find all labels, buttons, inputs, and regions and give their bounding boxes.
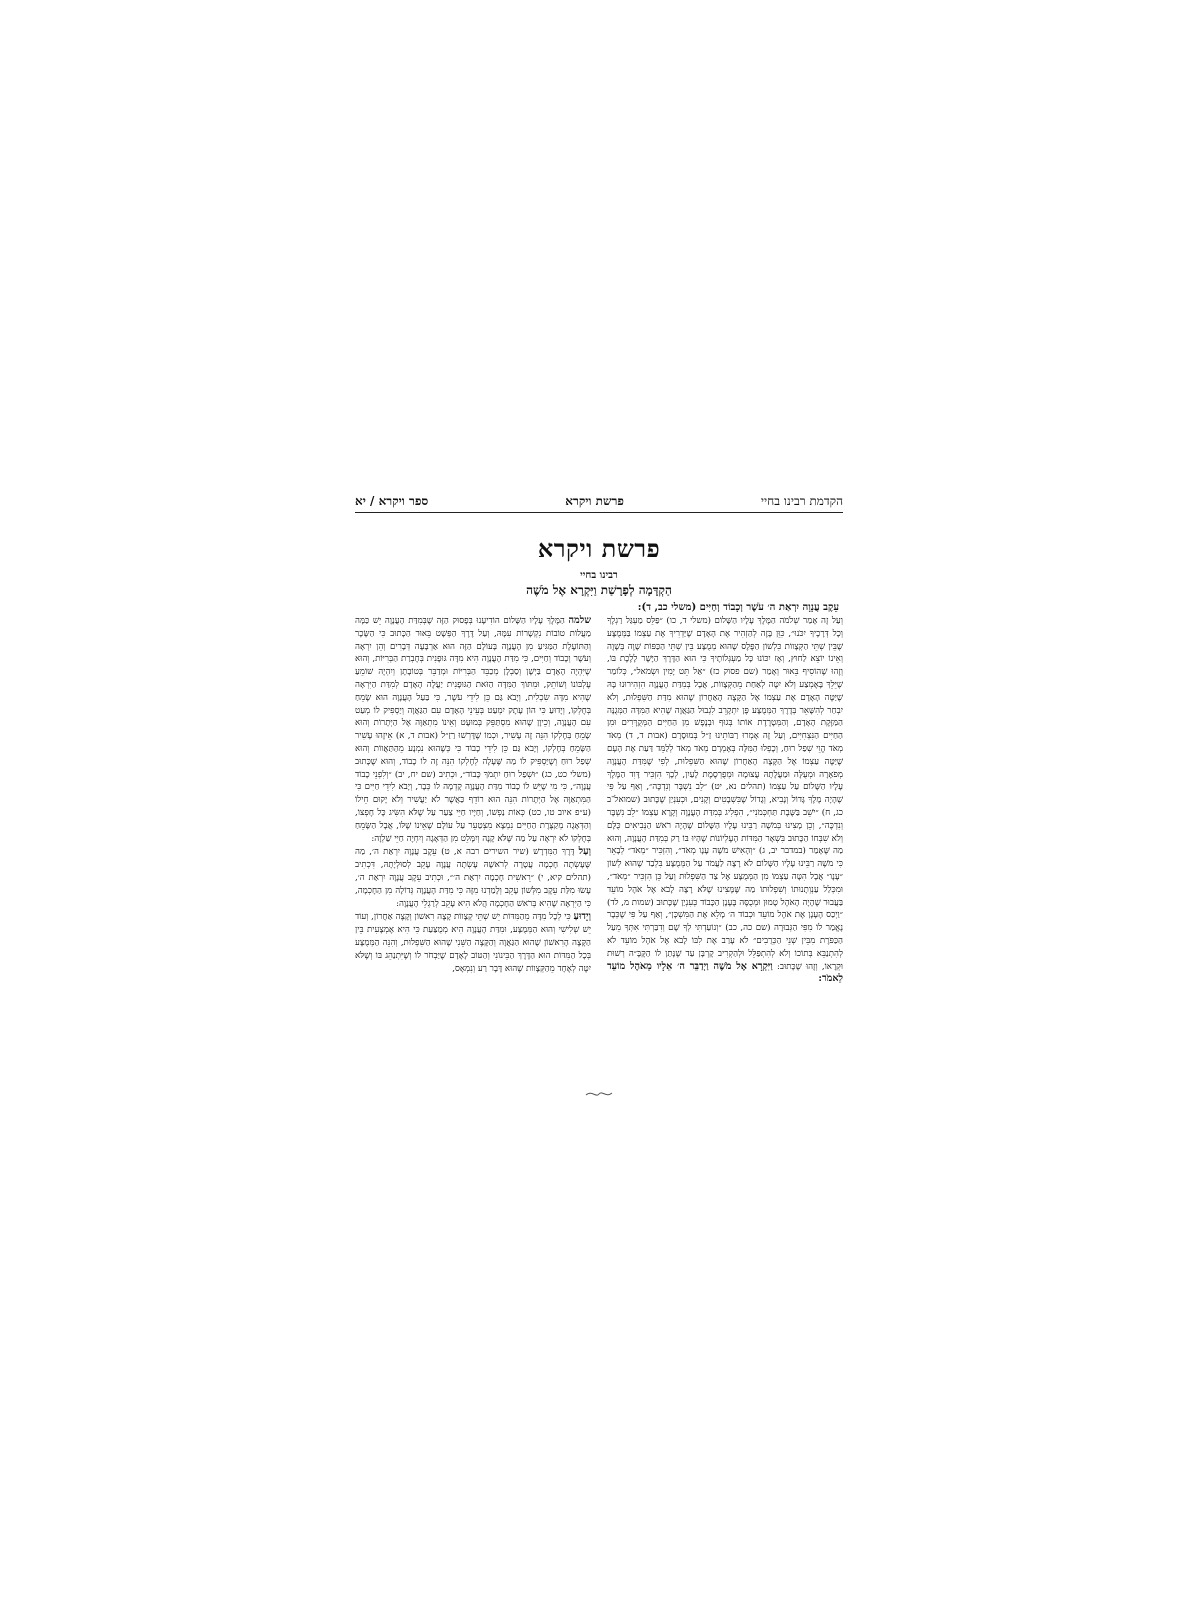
running-head-section: הקדמת רבינו בחיי — [760, 493, 843, 508]
right-paragraph-2 — [355, 846, 591, 910]
left-column — [607, 615, 843, 1079]
right-column — [355, 615, 591, 1079]
running-head-book-page: ספר ויקרא / יא — [355, 493, 429, 508]
paragraph-text: הַמֶּלֶךְ עָלָיו הַשָּׁלוֹם הוֹדִיעָנוּ בְּפָסוּק הַזֶּה שֶׁבְּמִדַּת הָעֲנָוָה יֵשׁ כַּמָּה מַעֲלוֹת טוֹבוֹת נִקְשָׁרוֹת עִמָּהּ, וְעַל דֶּרֶךְ הַפְּשָׁט בֵּאוּר הַכָּתוּב כִּי הַשָּׂכָר וְהַתּוֹעֶלֶת הַמַּגִּיעַ מִן הָעֲנָוָה בָּעוֹלָם הַזֶּה הוּא אַרְבָּעָה דְּבָרִים וְהֵן יִרְאָה וְעֹשֶׁר וְכָבוֹד וְחַיִּים, כִּי מִדַּת הָעֲנָוָה הִיא מִדָּה גּוּפָנִית בְּחֶבְרַת הַבְּרִיּוֹת, וְהוּא שֶׁיִּהְיֶה הָאָדָם בַּיְשָׁן וְסַבְלָן מְכַבֵּד הַבְּרִיּוֹת וּמְדַבֵּר בְּטוֹבָתָן וְיִהְיֶה שׁוֹמֵעַ עֶלְבּוֹנוֹ וְשׁוֹתֵק, וּמִתּוֹךְ הַמִּדָּה הַזֹּאת הַגּוּפָנִית יַעֲלֶה הָאָדָם לְמִדַּת הַיִּרְאָה שֶׁהִיא מִדָּה שִׂכְלִית, וְיָבֹא גַּם כֵּן לִידֵי עֹשֶׁר, כִּי בַּעַל הָעֲנָוָה הוּא שָׂמֵחַ בְּחֶלְקוֹ, וְיָדוּעַ כִּי הוֹן עָתָק יִמְעַט בְּעֵינֵי הָאָדָם עִם הַגַּאֲוָה וְיַסְפִּיק לוֹ מְעַט עִם הָעֲנָוָה, וְכֵיוָן שֶׁהוּא מִסְתַּפֵּק בְּמוּעָט וְאֵינוֹ מִתְאַוֶּה אֶל הַיְּתָרוֹת וְהוּא שָׂמֵחַ בְּחֶלְקוֹ הִנֵּה זֶה עָשִׁיר, וּכְמוֹ שֶׁדָּרְשׁוּ רַזַ״ל (אבות ד, א) אֵיזֶהוּ עָשִׁיר הַשָּׂמֵחַ בְּחֶלְקוֹ, וְיָבֹא גַּם כֵּן לִידֵי כָבוֹד כִּי כְּשֶׁהוּא נִמְנָע מֵהַתַּאֲווֹת וְהוּא שְׁפַל רוּחַ וְשֶׁיַּסְפִּיק לוֹ מַה שֶּׁעָלָה לְחֶלְקוֹ הִנֵּה זֶה לוֹ כָבוֹד, וְהוּא שֶׁכָּתוּב (משלי כט, כג) ״וּשְׁפַל רוּחַ יִתְמֹךְ כָּבוֹד״, וּכְתִיב (שם יח, יב) ״וְלִפְנֵי כָבוֹד עֲנָוָה״, כִּי מִי שֶׁיֵּשׁ לוֹ כָבוֹד מִדַּת הָעֲנָוָה קָדְמָה לוֹ כְּבָר, וְיָבֹא לִידֵי חַיִּים כִּי הַמִּתְאַוֶּה אֶל הַיְּתָרוֹת הִנֵּה הוּא רוֹדֵף כַּאֲשֶׁר לֹא יַעֲשִׁיר וְלֹא יָקוּם חֵילוֹ (ע״פ איוב טו, כט) כְּאוֹת נַפְשׁוֹ, וְחַיָּיו חַיֵּי צַעַר עַל שֶׁלֹּא הִשִּׂיג כָּל חֶפְצוֹ, וְהַדְּאָגָה מְקַצֶּרֶת הַחַיִּים נִמְצָא מִצְטַעֵר עַל עוֹלָם שֶׁאֵינוֹ שֶׁלּוֹ, אֲבָל הַשָּׂמֵחַ בְּחֶלְקוֹ לֹא יִרְאֶה עַל מַה שֶּׁלֹּא קָנָה וְיִמָּלֵט מִן הַדְּאָגָה וְיִחְיֶה חַיֵּי שַׁלְוָה: — [355, 616, 591, 844]
opening-verse: עֵקֶב עֲנָוָה יִרְאַת ה׳ עֹשֶׁר וְכָבוֹד וְחַיִּים (משלי כב, ד): — [637, 602, 839, 613]
author-name: רבינו בחיי — [580, 570, 618, 581]
paragraph-text: כִּי לְכָל מִדָּה מֵהַמִּדּוֹת יֵשׁ שְׁתֵּי קְצָווֹת קָצֶה רִאשׁוֹן וְקָצֶה אַחֲרוֹן, וְעוֹד יֵשׁ שְׁלִישִׁי וְהוּא הַמְּמֻצָּע, וּמִדַּת הָעֲנָוָה הִיא מְמֻצַּעַת כִּי הִיא אֶמְצָעִית בֵּין הַקָּצֶה הָרִאשׁוֹן שֶׁהוּא הַגַּאֲוָה וְהַקָּצֶה הַשֵּׁנִי שֶׁהוּא הַשִּׁפְלוּת, וְהִנֵּה הַמְּמֻצָּע בְּכָל הַמִּדּוֹת הוּא הַדֶּרֶךְ הַבֵּינוֹנִי וְהַטּוֹב לָאָדָם שֶׁיַּבְחֹר לוֹ וְשֶׁיִּתְנַהֵג בּוֹ וְשֶׁלֹּא יִטֶּה לְאֶחָד מֵהַקְּצָווֹת שֶׁהוּא דָּבָר רַע וְנִמְאָס, — [355, 912, 591, 974]
paragraph-lead-word: וְיָדוּעַ — [573, 911, 591, 923]
closing-verse: וַיִּקְרָא אֶל מֹשֶׁה וַיְדַבֵּר ה׳ אֵלָיו מֵאֹהֶל מוֹעֵד לֵאמֹר: — [607, 960, 843, 985]
left-paragraph-1 — [607, 615, 843, 986]
paragraph-text: וְעַל זֶה אָמַר שְׁלֹמֹה הַמֶּלֶךְ עָלָיו הַשָּׁלוֹם (משלי ד, כו) ״פַּלֵּס מַעְגַּל רַגְלֶךָ וְכָל דְּרָכֶיךָ יִכֹּנוּ״, כִּוֵּן בָּזֶה לְהַזְהִיר אֶת הָאָדָם שֶׁיַּדְרִיךְ אֶת עַצְמוֹ בַּמְּמֻצָּע שֶׁבֵּין שְׁתֵּי הַקְּצָווֹת כִּלְשׁוֹן הַפֶּלֶס שֶׁהוּא מְמֻצָּע בֵּין שְׁתֵּי הַכַּפּוֹת שָׁוֶה בְּשָׁוֶה וְאֵינוֹ יוֹצֵא לַחוּץ, וְאָז יִכּוֹנוּ כָּל מַעְגְּלוֹתֶיךָ כִּי הוּא הַדֶּרֶךְ הַיָּשָׁר לָלֶכֶת בּוֹ, וְזֶהוּ שֶׁהוֹסִיף בֵּאוּר וְאָמַר (שם פסוק כז) ״אַל תֵּט יָמִין וּשְׂמֹאל״, כְּלוֹמַר שֶׁיֵּלֵךְ בָּאֶמְצַע וְלֹא יִטֶּה לְאַחַת מֵהַקְּצָווֹת, אֲבָל בְּמִדַּת הָעֲנָוָה הִזְהִירוּנוּ בָּהּ שֶׁיַּטֶּה הָאָדָם אֶת עַצְמוֹ אֶל הַקָּצֶה הָאַחֲרוֹן שֶׁהוּא מִדַּת הַשִּׁפְלוּת, וְלֹא יִבְחַר לְהִשָּׁאֵר בְּדֶרֶךְ הַמְּמֻצָּע פֶּן יִתְקָרֵב לִגְבוּל הַגַּאֲוָה שֶׁהִיא הַמִּדָּה הַמְּגֻנָּה הַמַּזֶּקֶת הָאָדָם, וְהַמְּטָרֶדֶת אוֹתוֹ בְּגוּף וּבְנֶפֶשׁ מִן הַחַיִּים הַמְּקֻרָּרִים וּמִן הַחַיִּים הַנִּצְחִיִּים, וְעַל זֶה אָמְרוּ רַבּוֹתֵינוּ זַ״ל בְּמוּסָרָם (אבות ד, ד) מְאֹד מְאֹד הֱוֵי שְׁפַל רוּחַ, וְכָפְלוּ הַמִּלָּה בְּאָמְרָם מְאֹד מְאֹד לְלַמֵּד דַּעַת אֶת הָעָם שֶׁיַּטֶּה עַצְמוֹ אֶל הַקָּצֶה הָאַחֲרוֹן שֶׁהוּא הַשִּׁפְלוּת, לְפִי שֶׁמִּדַּת הָעֲנָוָה מְפֹאָרָה וּמְעֻלָּה וּמַעֲלָתָהּ עֲצוּמָה וּמְפֻרְסֶמֶת לָעַיִן, לְכָךְ הִזְכִּיר דָּוִד הַמֶּלֶךְ עָלָיו הַשָּׁלוֹם עַל עַצְמוֹ (תהלים נא, יט) ״לֵב נִשְׁבָּר וְנִדְכֶּה״, וְאַף עַל פִּי שֶׁהָיָה מֶלֶךְ גָּדוֹל וְנָבִיא, וְגָדוֹל שֶׁבִּשְׁבָטִים וְקָנִים, וּכְעִנְיַן שֶׁכָּתוּב (שמואל־ב כג, ח) ״יֹשֵׁב בַּשֶּׁבֶת תַּחְכְּמֹנִי״, הִפְלִיג בְּמִדַּת הָעֲנָוָה וְקָרָא עַצְמוֹ ״לֵב נִשְׁבָּר וְנִדְכֶּה״, וְכֵן מָצִינוּ בְּמֹשֶׁה רַבֵּינוּ עָלָיו הַשָּׁלוֹם שֶׁהָיָה רֹאשׁ הַנְּבִיאִים כֻּלָּם וְלֹא שִׁבְּחוֹ הַכָּתוּב בִּשְׁאָר הַמִּדּוֹת הָעֶלְיוֹנוֹת שֶׁהָיוּ בּוֹ רַק בְּמִדַּת הָעֲנָוָה, וְהוּא מַה שֶּׁאָמַר (במדבר יב, ג) ״וְהָאִישׁ מֹשֶׁה עָנָו מְאֹד״, וְהִזְכִּיר ״מְאֹד״ לְבָאֵר כִּי מֹשֶׁה רַבֵּינוּ עָלָיו הַשָּׁלוֹם לֹא רָצָה לַעֲמֹד עַל הַמְּמֻצָּע בִּלְבַד שֶׁהוּא לְשׁוֹן ״עָנָו״ אֲבָל הִטָּה עַצְמוֹ מִן הַמְּמֻצָּע אֶל צַד הַשִּׁפְלוּת וְעַל כֵּן הִזְכִּיר ״מְאֹד״, וּמִכְּלַל עַנְוְתָנוּתוֹ וְשִׁפְלוּתוֹ מַה שֶּׁמָּצִינוּ שֶׁלֹּא רָצָה לָבֹא אֶל אֹהֶל מוֹעֵד בַּעֲבוּר שֶׁהָיָה הָאֹהֶל טָמוּן וּמְכֻסֶּה בֶּעָנָן הַכָּבוֹד כְּעִנְיַן שֶׁכָּתוּב (שמות מ, לד) ״וַיְכַס הֶעָנָן אֶת אֹהֶל מוֹעֵד וּכְבוֹד ה׳ מָלֵא אֶת הַמִּשְׁכָּן״, וְאַף עַל פִּי שֶׁכְּבָר נֶאֱמַר לוֹ מִפִּי הַגְּבוּרָה (שם כה, כב) ״וְנוֹעַדְתִּי לְךָ שָׁם וְדִבַּרְתִּי אִתְּךָ מֵעַל הַכַּפֹּרֶת מִבֵּין שְׁנֵי הַכְּרֻבִים״ לֹא עָרַב אֶת לִבּוֹ לָבֹא אֶל אֹהֶל מוֹעֵד לֹא לְהִתְנַבֵּא בְּתוֹכוֹ וְלֹא לְהִתְפַּלֵּל וּלְהַקְרִיב קָרְבָּן עַד שֶׁנָּתַן לוֹ הַקָּבָּ״ה רְשׁוּת וּקְרָאוֹ, וְזֶהוּ שֶׁכָּתוּב: — [607, 616, 843, 972]
right-paragraph-3 — [355, 911, 591, 975]
text-columns — [355, 615, 843, 1079]
book-page — [355, 490, 843, 1105]
running-head — [355, 490, 843, 513]
parsha-title: פרשת ויקרא — [537, 534, 661, 563]
running-head-parsha: פרשת ויקרא — [565, 493, 624, 508]
paragraph-lead-word: שלמה — [568, 615, 591, 626]
paragraph-text: דֶּרֶךְ הַמִּדְרָשׁ (שיר השירים רבה א, ט) עֵקֶב עֲנָוָה יִרְאַת ה׳, מַה שֶּׁעָשְׂתָה חָכְמָה עֲטָרָה לְרֹאשָׁהּ עָשְׂתָה עֲנָוָה עָקֵב לְסוּלְיָתָהּ, דִּכְתִיב (תהלים קיא, י) ״רֵאשִׁית חָכְמָה יִרְאַת ה׳״, וּכְתִיב עֵקֶב עֲנָוָה יִרְאַת ה׳, עָשׂוּ מִלַּת עֵקֶב מִלְּשׁוֹן עָקֵב וְלָמַדְנוּ מִזֶּה כִּי מִדַּת הָעֲנָוָה גְּדוֹלָה מִן הַחָכְמָה, כִּי הַיִּרְאָה שֶׁהִיא בְּרֹאשׁ הַחָכְמָה הֲלֹא הִיא עָקֵב לְרַגְלֵי הָעֲנָוָה: — [355, 847, 591, 909]
paragraph-lead-word: וְעַל — [578, 846, 591, 858]
section-title: הַקְדָּמָה לְפָרָשַׁת וַיִּקְרָא אֶל מֹשֶׁה — [526, 583, 672, 597]
decorative-flourish-icon — [584, 1089, 614, 1099]
right-paragraph-1 — [355, 615, 591, 845]
title-block — [355, 526, 843, 613]
